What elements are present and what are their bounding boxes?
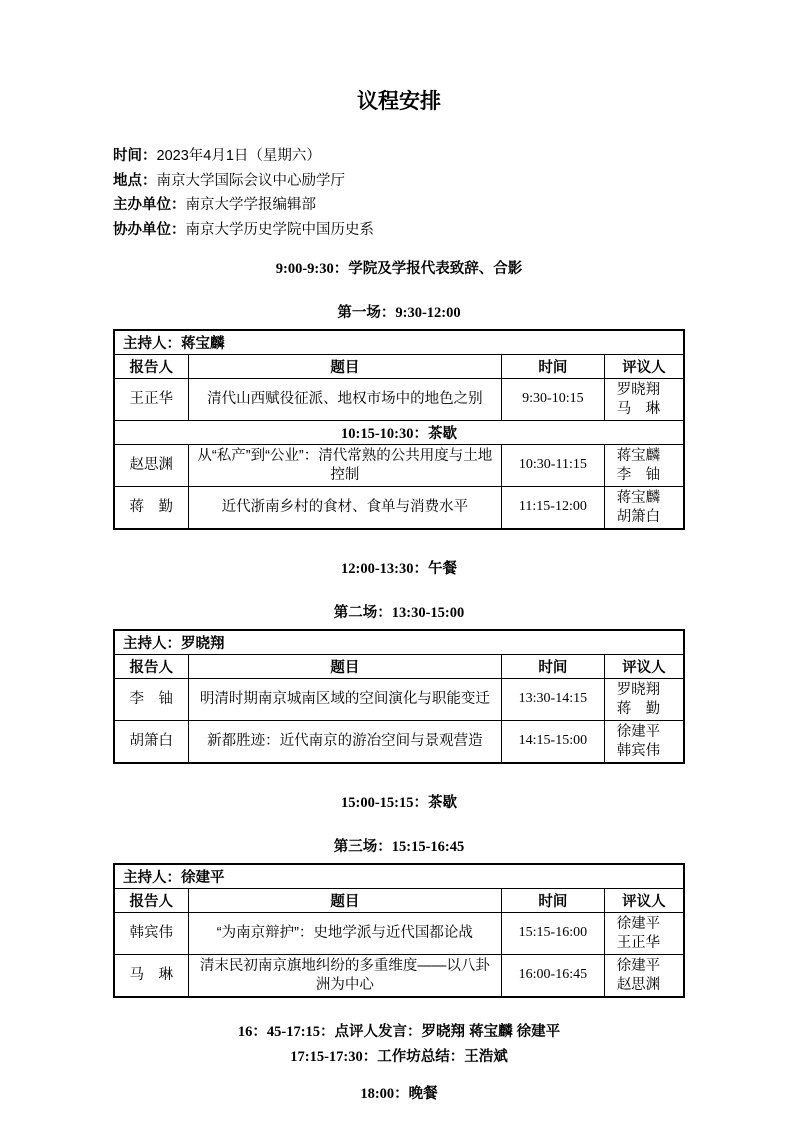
info-host-label: 主办单位： (113, 197, 186, 213)
discussant-cell (604, 445, 684, 487)
moderator-cell: 主持人：蒋宝麟 (114, 330, 684, 355)
discussant-name: 徐建平 (616, 916, 661, 932)
discussant-cell (604, 379, 684, 421)
discussant-name: 马 琳 (616, 400, 661, 417)
table-row (114, 721, 684, 764)
table-row (114, 630, 684, 655)
session-2-table (113, 629, 685, 764)
speaker-cell: 赵思渊 (114, 445, 188, 487)
tea-break-row (114, 421, 684, 445)
page-title: 议程安排 (357, 90, 441, 113)
tea-break-cell (114, 421, 684, 445)
discussant-cell (604, 721, 684, 764)
session-3-table (113, 863, 685, 998)
discussant-name: 李 铀 (616, 466, 661, 483)
discussant-name: 胡箫白 (616, 508, 661, 525)
col-header-title: 题目 (188, 355, 502, 379)
info-venue-label: 地点： (113, 172, 157, 189)
lunch-line (113, 560, 685, 578)
col-header-title: 题目 (188, 889, 502, 913)
afternoon-break-time: 15:00-15:15 (341, 795, 414, 811)
table-row (114, 445, 684, 487)
col-header-discussant: 评议人 (604, 889, 684, 913)
discussant-name: 韩宾伟 (616, 742, 661, 759)
time-cell: 10:30-11:15 (502, 445, 605, 487)
col-header-title: 题目 (188, 655, 502, 679)
dinner-time: 18:00 (360, 1086, 395, 1102)
session-1-heading-time: 9:30-12:00 (395, 305, 461, 321)
info-date (113, 144, 685, 169)
afternoon-break-text: ：茶歇 (413, 795, 457, 811)
info-host-value: 南京大学学报编辑部 (185, 197, 316, 213)
commentators-time: 16：45-17:15 (237, 1024, 321, 1040)
discussant-name: 罗晓翔 (616, 382, 661, 398)
discussant-name: 蒋宝麟 (616, 448, 661, 464)
discussant-name: 蒋 勤 (616, 700, 661, 717)
speaker-cell: 蒋 勤 (114, 487, 188, 530)
speaker-cell: 王正华 (114, 379, 188, 421)
discussant-cell (604, 913, 684, 955)
info-date-label: 时间： (113, 148, 157, 164)
col-header-discussant: 评议人 (604, 655, 684, 679)
discussant-name: 蒋宝麟 (616, 490, 661, 506)
session-2-heading (113, 604, 685, 622)
col-header-speaker: 报告人 (114, 889, 188, 913)
col-header-speaker: 报告人 (114, 655, 188, 679)
speaker-cell: 胡箫白 (114, 721, 188, 764)
info-date-value: 2023年4月1日（星期六） (156, 148, 321, 164)
col-header-discussant: 评议人 (604, 355, 684, 379)
talk-title-cell: 新都胜迹：近代南京的游冶空间与景观营造 (188, 721, 502, 764)
commentators-line (113, 1020, 685, 1045)
table-row (114, 379, 684, 421)
session-1-heading (113, 304, 685, 322)
summary-text: ：工作坊总结：王浩斌 (362, 1048, 508, 1065)
session-1-heading-prefix: 第一场： (337, 305, 396, 321)
table-row (114, 679, 684, 721)
time-cell: 9:30-10:15 (502, 379, 605, 421)
closing-block (113, 1020, 685, 1069)
col-header-time: 时间 (502, 355, 605, 379)
opening-time: 9:00-9:30 (275, 261, 334, 277)
session-3-heading-prefix: 第三场： (333, 839, 392, 855)
moderator-cell: 主持人：罗晓翔 (114, 630, 684, 655)
dinner-text: ：晚餐 (394, 1086, 438, 1102)
talk-title-cell: 近代浙南乡村的食材、食单与消费水平 (188, 487, 502, 530)
table-row (114, 913, 684, 955)
discussant-name: 徐建平 (616, 724, 661, 740)
discussant-cell (604, 487, 684, 530)
opening-text: ：学院及学报代表致辞、合影 (333, 261, 523, 277)
summary-time: 17:15-17:30 (290, 1048, 363, 1065)
speaker-cell: 马 琳 (114, 955, 188, 998)
discussant-cell (604, 679, 684, 721)
info-cohost-value: 南京大学历史学院中国历史系 (185, 221, 374, 238)
time-cell: 16:00-16:45 (502, 955, 605, 998)
table-row (114, 330, 684, 355)
afternoon-break-line (113, 794, 685, 812)
table-header-row (114, 655, 684, 679)
session-1-table (113, 329, 685, 530)
speaker-cell: 李 铀 (114, 679, 188, 721)
lunch-time: 12:00-13:30 (341, 561, 414, 577)
speaker-cell: 韩宾伟 (114, 913, 188, 955)
tea-break-text: ：茶歇 (413, 426, 457, 442)
talk-title-cell: 清代山西赋役征派、地权市场中的地色之别 (188, 379, 502, 421)
discussant-name: 罗晓翔 (616, 682, 661, 698)
summary-line (113, 1045, 685, 1070)
col-header-speaker: 报告人 (114, 355, 188, 379)
dinner-line (113, 1085, 685, 1103)
info-cohost-label: 协办单位： (113, 221, 186, 238)
talk-title-cell: 明清时期南京城南区域的空间演化与职能变迁 (188, 679, 502, 721)
info-host (113, 193, 685, 218)
opening-ceremony-line (113, 260, 685, 278)
table-row (114, 955, 684, 998)
table-header-row (114, 355, 684, 379)
discussant-name: 王正华 (616, 934, 661, 951)
moderator-cell: 主持人：徐建平 (114, 864, 684, 889)
tea-break-time: 10:15-10:30 (341, 426, 414, 442)
table-row (114, 487, 684, 530)
lunch-text: ：午餐 (413, 561, 457, 577)
time-cell: 13:30-14:15 (502, 679, 605, 721)
session-2-heading-prefix: 第二场： (333, 605, 392, 621)
info-venue-value: 南京大学国际会议中心励学厅 (156, 172, 345, 189)
discussant-cell (604, 955, 684, 998)
discussant-name: 赵思渊 (616, 976, 661, 993)
info-cohost (113, 218, 685, 243)
talk-title-cell: 清末民初南京旗地纠纷的多重维度——以八卦洲为中心 (188, 955, 502, 998)
session-3-heading-time: 15:15-16:45 (391, 839, 465, 855)
time-cell: 14:15-15:00 (502, 721, 605, 764)
table-header-row (114, 889, 684, 913)
commentators-text: ：点评人发言：罗晓翔 蒋宝麟 徐建平 (320, 1024, 561, 1040)
session-2-heading-time: 13:30-15:00 (391, 605, 465, 621)
talk-title-cell: 从“私产”到“公业”：清代常熟的公共用度与土地控制 (188, 445, 502, 487)
event-info (113, 144, 685, 242)
discussant-name: 徐建平 (616, 958, 661, 974)
col-header-time: 时间 (502, 655, 605, 679)
time-cell: 15:15-16:00 (502, 913, 605, 955)
time-cell: 11:15-12:00 (502, 487, 605, 530)
col-header-time: 时间 (502, 889, 605, 913)
info-venue (113, 169, 685, 194)
talk-title-cell: “为南京辩护”：史地学派与近代国都论战 (188, 913, 502, 955)
table-row (114, 864, 684, 889)
session-3-heading (113, 838, 685, 856)
